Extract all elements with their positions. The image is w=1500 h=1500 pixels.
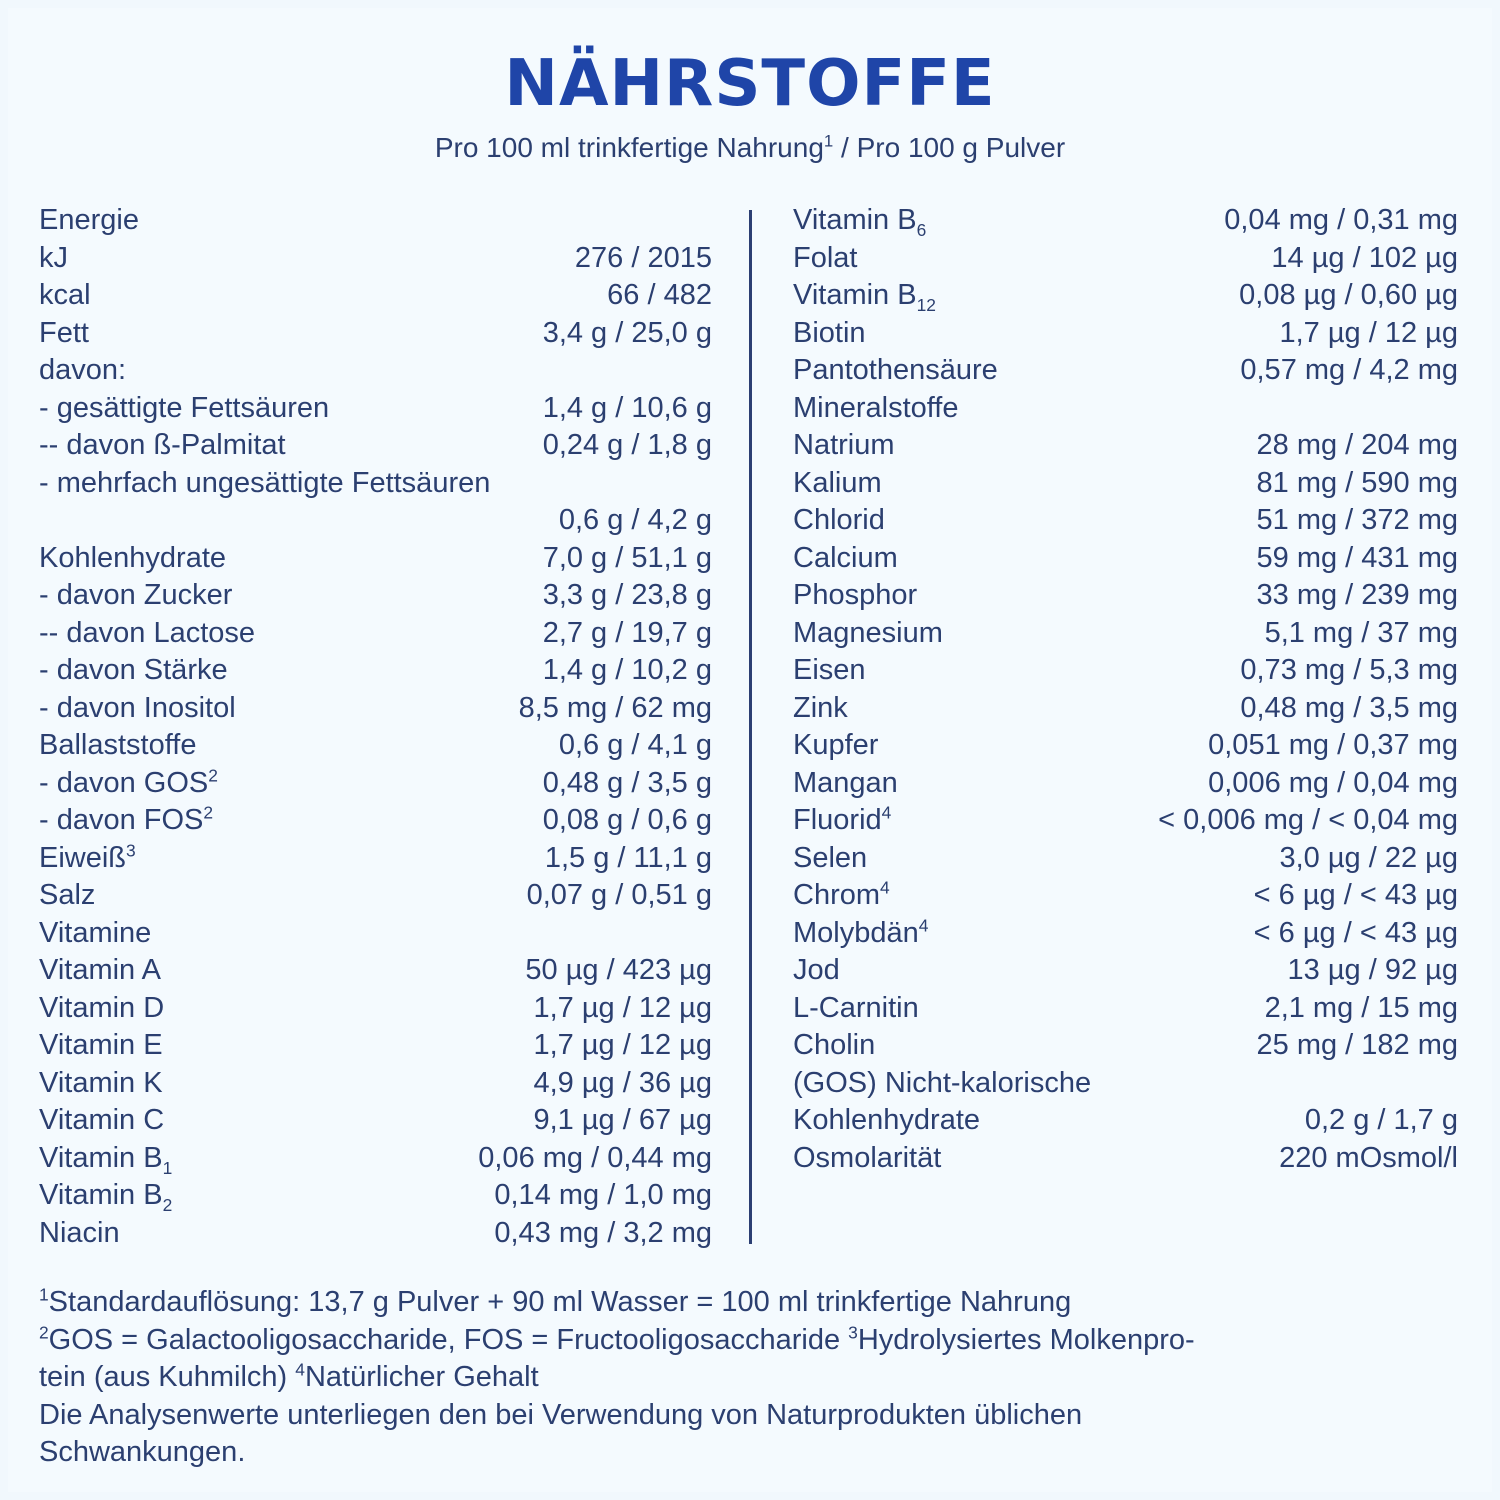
nutrient-row <box>39 765 712 803</box>
nutrient-label <box>39 652 228 690</box>
nutrient-label <box>793 690 848 728</box>
nutrient-value: 0,6 g / 4,1 g <box>558 729 712 761</box>
nutrient-row <box>39 952 712 990</box>
nutrient-label-text: Niacin <box>39 1216 120 1249</box>
nutrient-row <box>39 690 712 728</box>
nutrient-row <box>39 390 712 428</box>
footnote-mark: 4 <box>881 802 892 823</box>
nutrient-label <box>39 427 286 465</box>
footnote-line <box>39 1284 1459 1322</box>
nutrient-label-text: Eiweiß <box>39 841 127 874</box>
nutrient-value: 0,2 g / 1,7 g <box>1304 1104 1458 1136</box>
nutrient-label <box>793 990 919 1028</box>
nutrient-label <box>39 465 490 503</box>
subscript: 2 <box>162 1194 173 1215</box>
nutrient-label <box>793 1102 980 1140</box>
nutrient-row <box>39 427 712 465</box>
nutrient-label-text: Fett <box>39 316 89 349</box>
nutrient-label <box>793 915 928 953</box>
nutrient-label-text: kcal <box>39 279 91 311</box>
nutrient-row <box>793 277 1458 315</box>
nutrient-value: 28 mg / 204 mg <box>1256 429 1458 461</box>
nutrient-value: 5,1 mg / 37 mg <box>1264 616 1458 649</box>
nutrient-row <box>793 502 1458 540</box>
nutrient-row <box>793 765 1458 803</box>
nutrient-label-text: Ballaststoffe <box>39 729 197 761</box>
nutrient-value: 13 µg / 92 µg <box>1287 954 1458 986</box>
nutrient-value: 0,04 mg / 0,31 mg <box>1224 204 1458 236</box>
nutrient-value: 2,7 g / 19,7 g <box>542 616 712 649</box>
nutrient-value: 51 mg / 372 mg <box>1256 504 1458 536</box>
nutrient-label <box>793 840 867 878</box>
nutrient-row <box>793 315 1458 353</box>
nutrient-label-text: Vitamin B <box>793 204 917 236</box>
nutrient-row <box>39 277 712 315</box>
subtitle-footnote-mark: 1 <box>823 131 834 151</box>
nutrient-value: 9,1 µg / 67 µg <box>533 1104 712 1136</box>
nutrient-row <box>39 352 712 390</box>
nutrient-label <box>793 277 936 315</box>
nutrient-label <box>39 1102 164 1140</box>
footnote-line: Schwankungen. <box>39 1436 246 1468</box>
nutrient-label-text: - davon FOS <box>39 804 204 836</box>
footnote-line <box>39 1359 1459 1397</box>
nutrient-label-text: Vitamin D <box>39 991 165 1024</box>
nutrient-row <box>39 315 712 353</box>
nutrient-row <box>793 615 1458 653</box>
nutrient-label <box>793 427 895 465</box>
nutrient-label-text: Calcium <box>793 541 898 574</box>
nutrient-row <box>793 352 1458 390</box>
nutrient-label <box>39 240 68 278</box>
nutrient-value: 33 mg / 239 mg <box>1256 579 1458 611</box>
nutrient-label <box>39 840 136 878</box>
nutrient-label <box>793 1065 1091 1103</box>
nutrient-label-text: - davon Stärke <box>39 654 228 686</box>
nutrient-label-text: Vitamin B <box>793 279 917 311</box>
footnote-text: GOS = Galactooligosaccharide, FOS = Fructooligosaccharide <box>48 1323 849 1356</box>
nutrient-label-text: Pantothensäure <box>793 354 998 386</box>
nutrient-label-text: Vitamin E <box>39 1029 163 1061</box>
footnote-text: Natürlicher Gehalt <box>304 1361 539 1393</box>
nutrient-column-right <box>793 202 1458 1177</box>
nutrient-value: 81 mg / 590 mg <box>1256 466 1458 499</box>
nutrient-value: 3,0 µg / 22 µg <box>1279 841 1458 874</box>
subtitle-text-2: / Pro 100 g Pulver <box>833 132 1066 163</box>
nutrient-value: 220 mOsmol/l <box>1279 1141 1458 1174</box>
nutrient-row <box>39 502 712 540</box>
nutrient-value: 0,24 g / 1,8 g <box>542 429 712 461</box>
nutrient-row <box>793 240 1458 278</box>
nutrient-label-text: Natrium <box>793 429 895 461</box>
nutrient-label-text: -- davon ß-Palmitat <box>39 429 286 461</box>
column-divider <box>749 210 752 1244</box>
nutrient-value: 0,48 g / 3,5 g <box>542 766 712 799</box>
nutrient-label <box>793 727 878 765</box>
nutrient-row <box>793 1102 1458 1140</box>
nutrient-label <box>39 277 91 315</box>
nutrient-row <box>39 802 712 840</box>
footnote-mark: 4 <box>880 877 890 898</box>
nutrient-column-left <box>39 202 712 1252</box>
nutrient-label-text: Vitamin K <box>39 1066 163 1099</box>
nutrient-label-text: davon: <box>39 354 127 386</box>
nutrient-label-text: Mangan <box>793 766 898 799</box>
nutrient-label <box>39 690 236 728</box>
nutrient-label-text: (GOS) Nicht-kalorische <box>793 1066 1092 1099</box>
nutrient-row <box>39 577 712 615</box>
nutrient-label-text: Eisen <box>793 654 866 686</box>
nutrient-label <box>793 465 882 503</box>
subscript: 12 <box>916 294 936 315</box>
nutrient-label <box>39 915 151 953</box>
nutrient-value: 4,9 µg / 36 µg <box>533 1066 712 1099</box>
nutrient-label-text: Jod <box>793 954 840 986</box>
nutrient-label-text: Cholin <box>793 1029 876 1061</box>
nutrient-label-text: Molybdän <box>793 916 919 949</box>
footnote-line <box>39 1322 1459 1360</box>
nutrient-value: 3,3 g / 23,8 g <box>542 579 712 611</box>
nutrient-row <box>793 840 1458 878</box>
nutrient-label <box>793 390 959 428</box>
footnote-mark: 2 <box>208 764 218 785</box>
footnote-mark: 2 <box>39 1321 49 1342</box>
nutrient-value: 0,051 mg / 0,37 mg <box>1208 729 1458 761</box>
nutrient-label-text: Vitamin C <box>39 1104 165 1136</box>
nutrient-value: 8,5 mg / 62 mg <box>518 691 712 724</box>
nutrient-label <box>793 1027 875 1065</box>
nutrient-label <box>793 502 885 540</box>
nutrient-row <box>793 465 1458 503</box>
nutrient-row <box>793 877 1458 915</box>
nutrient-row <box>39 1027 712 1065</box>
nutrient-row <box>793 540 1458 578</box>
nutrient-label-text: Phosphor <box>793 579 918 611</box>
nutrient-value: 0,73 mg / 5,3 mg <box>1240 654 1458 686</box>
nutrient-row <box>39 202 712 240</box>
footnote-mark: 2 <box>203 802 214 823</box>
nutrient-row <box>793 915 1458 953</box>
nutrient-row <box>39 615 712 653</box>
nutrient-value: 0,57 mg / 4,2 mg <box>1240 354 1458 386</box>
nutrient-row <box>793 202 1458 240</box>
nutrient-row <box>39 652 712 690</box>
nutrient-label-text: Folat <box>793 241 858 274</box>
footnote-mark: 3 <box>126 839 136 860</box>
nutrient-label <box>793 802 891 840</box>
nutrient-label <box>39 952 161 990</box>
nutrient-label <box>39 577 232 615</box>
nutrient-label-text: Kohlenhydrate <box>793 1104 981 1136</box>
nutrient-label <box>793 352 998 390</box>
nutrient-label-text: Vitamin B <box>39 1179 163 1211</box>
nutrient-row <box>39 990 712 1028</box>
nutrient-row <box>39 1102 712 1140</box>
nutrient-label-text: Biotin <box>793 316 866 349</box>
subscript: 1 <box>162 1157 173 1178</box>
nutrient-row <box>793 1065 1458 1103</box>
nutrient-row <box>39 877 712 915</box>
nutrient-value: 66 / 482 <box>607 279 712 311</box>
nutrient-value: < 0,006 mg / < 0,04 mg <box>1158 804 1458 836</box>
nutrient-label <box>39 315 89 353</box>
nutrient-row <box>793 990 1458 1028</box>
nutrient-label-text: Vitamin A <box>39 954 161 986</box>
nutrient-row <box>793 727 1458 765</box>
nutrient-value: 0,48 mg / 3,5 mg <box>1240 691 1458 724</box>
nutrient-label <box>793 765 898 803</box>
footnote-mark: 3 <box>848 1321 858 1342</box>
nutrient-value: 1,7 µg / 12 µg <box>533 991 712 1024</box>
nutrient-value: 1,4 g / 10,2 g <box>542 654 712 686</box>
nutrient-label <box>793 1140 941 1178</box>
nutrient-label <box>793 315 866 353</box>
nutrient-row <box>793 390 1458 428</box>
nutrient-value: 0,06 mg / 0,44 mg <box>478 1141 712 1174</box>
nutrient-label-text: Chrom <box>793 879 881 911</box>
nutrient-label <box>793 240 857 278</box>
page-title: NÄHRSTOFFE <box>504 47 996 121</box>
nutrient-row <box>793 690 1458 728</box>
nutrient-label-text: kJ <box>39 241 68 274</box>
subtitle-text-1: Pro 100 ml trinkfertige Nahrung <box>434 132 824 163</box>
nutrient-label-text: Chlorid <box>793 504 885 536</box>
nutrient-value: 0,6 g / 4,2 g <box>558 504 712 536</box>
nutrient-row <box>39 915 712 953</box>
nutrient-label-text: Zink <box>793 691 848 724</box>
nutrient-label <box>793 652 866 690</box>
nutrient-row <box>793 577 1458 615</box>
nutrient-row <box>793 802 1458 840</box>
nutrient-label-text: L-Carnitin <box>793 991 919 1024</box>
nutrient-value: 1,5 g / 11,1 g <box>544 841 712 874</box>
nutrient-row <box>793 427 1458 465</box>
nutrient-value: 0,006 mg / 0,04 mg <box>1208 766 1458 799</box>
nutrient-row <box>793 952 1458 990</box>
nutrient-row <box>793 1027 1458 1065</box>
nutrient-label <box>39 1140 172 1178</box>
footnote-text: Hydrolysiertes Molkenpro- <box>857 1323 1195 1356</box>
nutrient-value: 0,08 g / 0,6 g <box>542 804 712 836</box>
nutrient-row <box>39 1065 712 1103</box>
nutrient-label <box>39 352 126 390</box>
nutrient-label-text: Kohlenhydrate <box>39 541 227 574</box>
nutrient-label <box>39 1177 172 1215</box>
nutrient-label <box>39 802 213 840</box>
nutrient-label <box>39 1065 163 1103</box>
nutrient-value: 1,7 µg / 12 µg <box>533 1029 712 1061</box>
nutrient-value: 59 mg / 431 mg <box>1256 541 1458 574</box>
nutrient-label-text: -- davon Lactose <box>39 616 256 649</box>
nutrient-label <box>793 577 917 615</box>
nutrient-label-text: Energie <box>39 204 139 236</box>
nutrient-label <box>39 615 255 653</box>
nutrient-label <box>793 202 926 240</box>
nutrient-label-text: Vitamin B <box>39 1141 163 1174</box>
nutrient-label-text: Vitamine <box>39 916 152 949</box>
footnote-text: Standardauflösung: 13,7 g Pulver + 90 ml Wasser = 100 ml trinkfertige Nahrung <box>48 1286 1072 1318</box>
nutrient-row <box>39 1177 712 1215</box>
footnote-mark: 4 <box>295 1359 305 1380</box>
nutrient-value: 7,0 g / 51,1 g <box>542 541 712 574</box>
nutrient-label-text: - mehrfach ungesättigte Fettsäuren <box>39 466 491 499</box>
nutrient-row <box>39 727 712 765</box>
nutrient-label-text: - davon Inositol <box>39 691 236 724</box>
nutrient-row <box>793 652 1458 690</box>
nutrient-value: 1,4 g / 10,6 g <box>542 391 712 424</box>
nutrient-label-text: Kalium <box>793 466 882 499</box>
nutrient-row <box>39 465 712 503</box>
nutrient-value: 0,14 mg / 1,0 mg <box>494 1179 712 1211</box>
nutrient-value: 0,43 mg / 3,2 mg <box>494 1216 712 1249</box>
nutrient-label <box>39 765 218 803</box>
nutrient-label-text: Salz <box>39 879 96 911</box>
nutrient-label <box>39 540 226 578</box>
nutrient-label-text: - gesättigte Fettsäuren <box>39 391 330 424</box>
nutrient-value: 25 mg / 182 mg <box>1256 1029 1458 1061</box>
nutrient-value: 2,1 mg / 15 mg <box>1264 991 1458 1024</box>
nutrient-label-text: Selen <box>793 841 868 874</box>
nutrient-label <box>39 1027 163 1065</box>
nutrient-value: 50 µg / 423 µg <box>525 954 712 986</box>
footnote-mark: 1 <box>39 1284 49 1305</box>
nutrient-row <box>39 540 712 578</box>
footnote-line: Die Analysenwerte unterliegen den bei Verwendung von Naturprodukten üblichen <box>39 1398 1083 1431</box>
nutrient-label-text: Fluorid <box>793 804 882 836</box>
nutrient-row <box>39 1140 712 1178</box>
nutrient-value: 14 µg / 102 µg <box>1271 241 1458 274</box>
nutrient-label <box>39 990 164 1028</box>
nutrient-label <box>793 615 943 653</box>
subscript: 6 <box>916 219 927 240</box>
nutrient-value: < 6 µg / < 43 µg <box>1253 879 1458 911</box>
nutrient-label-text: Mineralstoffe <box>793 391 959 424</box>
page-subtitle <box>0 130 1500 166</box>
nutrient-label-text: Magnesium <box>793 616 943 649</box>
nutrient-label-text: - davon GOS <box>39 766 209 799</box>
nutrient-value: 3,4 g / 25,0 g <box>542 316 712 349</box>
nutrient-value: 0,08 µg / 0,60 µg <box>1239 279 1458 311</box>
nutrient-label <box>39 727 196 765</box>
nutrient-value: 1,7 µg / 12 µg <box>1279 316 1458 349</box>
nutrient-label <box>793 877 890 915</box>
footnote-mark: 4 <box>918 914 929 935</box>
nutrient-label <box>39 202 139 240</box>
nutrient-value: 276 / 2015 <box>574 241 712 274</box>
nutrient-label <box>793 540 898 578</box>
nutrient-row <box>39 840 712 878</box>
nutrient-row <box>793 1140 1458 1178</box>
nutrient-row <box>39 240 712 278</box>
nutrient-value: < 6 µg / < 43 µg <box>1253 916 1458 949</box>
nutrient-label-text: - davon Zucker <box>39 579 233 611</box>
nutrient-label <box>39 877 95 915</box>
nutrient-label <box>793 952 840 990</box>
nutrient-label-text: Kupfer <box>793 729 879 761</box>
nutrient-value: 0,07 g / 0,51 g <box>526 879 712 911</box>
footnote-text: tein (aus Kuhmilch) <box>39 1361 296 1393</box>
nutrient-label-text: Osmolarität <box>793 1141 942 1174</box>
nutrient-label <box>39 1215 120 1253</box>
footnotes <box>39 1284 1459 1472</box>
nutrient-row <box>39 1215 712 1253</box>
nutrient-label <box>39 390 329 428</box>
